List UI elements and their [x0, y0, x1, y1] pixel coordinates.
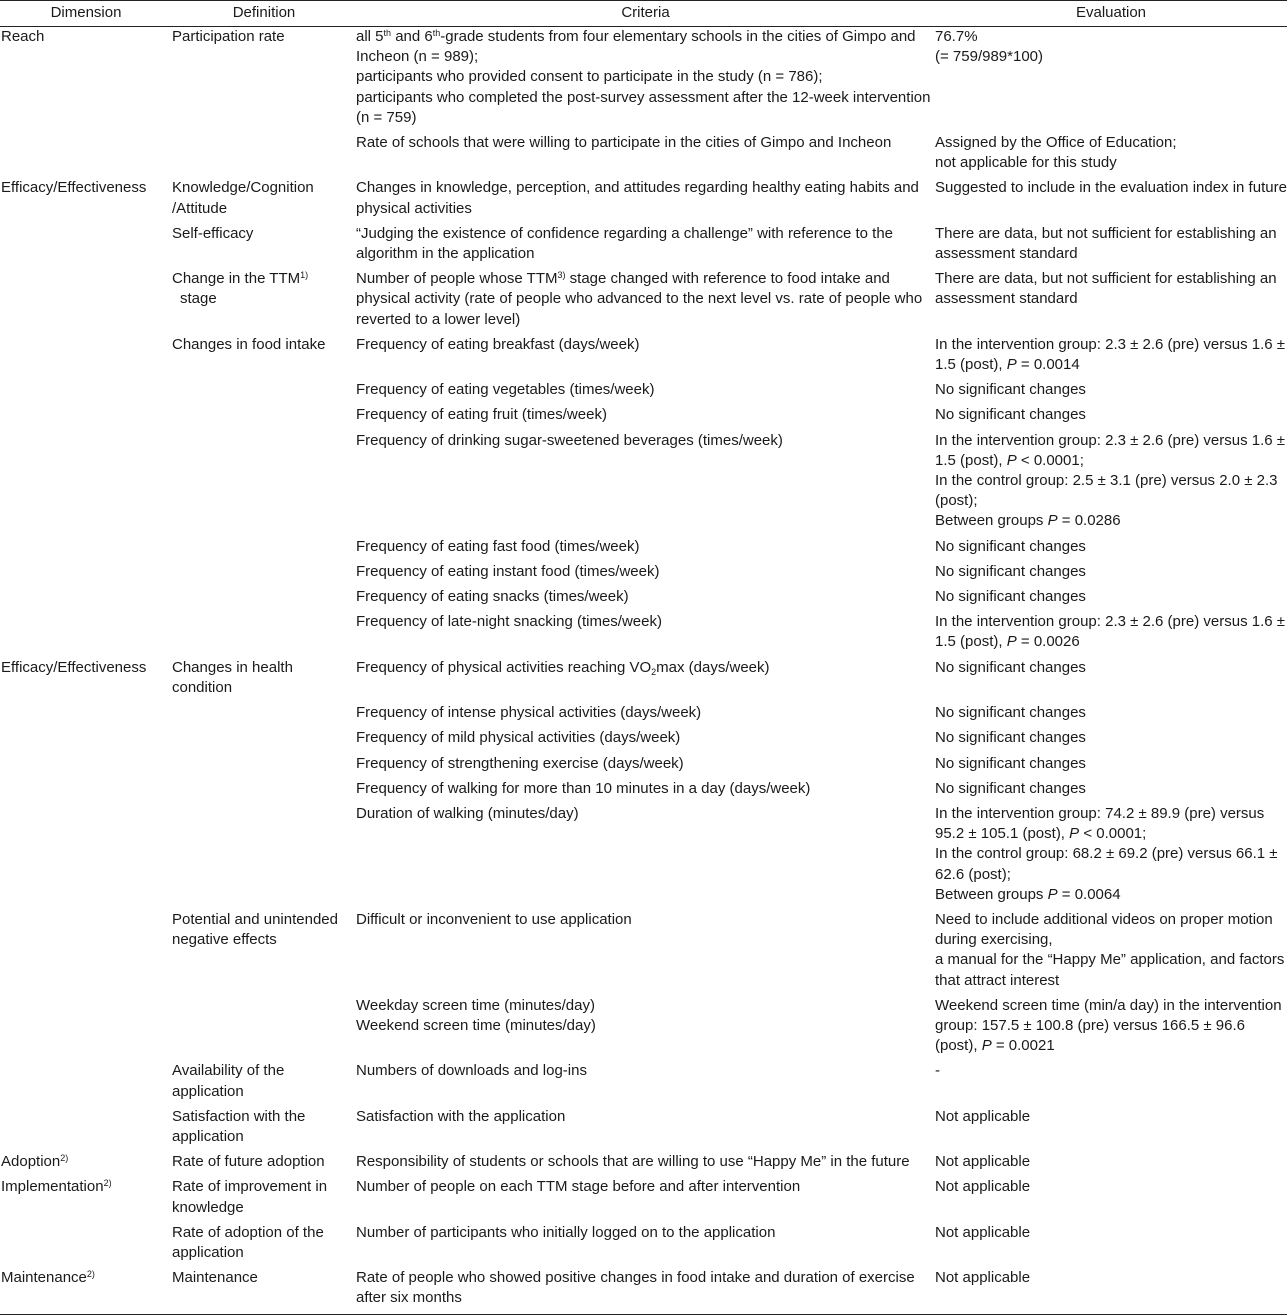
- evaluation-cell: -: [935, 1062, 940, 1080]
- table-row: [0, 224, 1287, 269]
- table-row: [0, 754, 1287, 779]
- evaluation-cell: Not applicable: [935, 1178, 1031, 1196]
- evaluation-cell: In the intervention group: 2.3 ± 2.6 (pre) versus 1.6 ± 1.5 (post), P = 0.0026: [935, 613, 1285, 651]
- dimension-cell: Reach: [1, 28, 45, 45]
- criteria-cell: Frequency of late-night snacking (times/week): [356, 613, 662, 631]
- definition-cell: Satisfaction with the application: [172, 1107, 306, 1145]
- table-row: [0, 1223, 1287, 1268]
- table-row: [0, 779, 1287, 804]
- header-definition: Definition: [172, 1, 356, 27]
- evaluation-cell: Weekend screen time (min/a day) in the intervention group: 157.5 ± 100.8 (pre) versus 166.5 ± 96.6 (post), P = 0.0021: [935, 996, 1282, 1055]
- header-evaluation: Evaluation: [935, 1, 1287, 27]
- criteria-cell: Rate of people who showed positive changes in food intake and duration of exercise after six months: [356, 1268, 935, 1314]
- evaluation-cell: Not applicable: [935, 1268, 1287, 1314]
- table-row: [0, 380, 1287, 405]
- evaluation-cell: No significant changes: [935, 406, 1086, 424]
- definition-cell: Participation rate: [172, 28, 285, 45]
- criteria-cell: Difficult or inconvenient to use application: [356, 910, 632, 928]
- evaluation-cell: No significant changes: [935, 729, 1086, 747]
- criteria-cell: Frequency of physical activities reaching $VO_2\max$ (days/week): [356, 658, 770, 677]
- evaluation-cell: Need to include additional videos on proper motion during exercising, a manual for the “Happy Me” application, and factors that attract interest: [935, 910, 1285, 989]
- header-row: [0, 1, 1287, 27]
- definition-cell: Change in the TTM$^{1)}$ stage: [172, 270, 309, 308]
- table-row: [0, 178, 1287, 223]
- evaluation-cell: No significant changes: [935, 537, 1086, 555]
- table-row: [0, 1107, 1287, 1152]
- dimension-cell: Maintenance$^{2)}$: [0, 1268, 172, 1314]
- criteria-cell: Frequency of eating vegetables (times/week): [356, 381, 655, 399]
- definition-cell: Knowledge/Cognition /Attitude: [172, 179, 314, 217]
- evaluation-cell: No significant changes: [935, 704, 1086, 722]
- definition-cell: Maintenance: [172, 1268, 356, 1314]
- criteria-cell: Satisfaction with the application: [356, 1107, 566, 1125]
- criteria-cell: Frequency of strengthening exercise (days/week): [356, 754, 684, 772]
- criteria-cell: Numbers of downloads and log-ins: [356, 1062, 587, 1080]
- criteria-cell: Frequency of mild physical activities (days/week): [356, 729, 681, 747]
- dimension-cell: Efficacy/Effectiveness: [1, 179, 147, 197]
- evaluation-cell: No significant changes: [935, 658, 1086, 676]
- table-row: [0, 658, 1287, 703]
- definition-cell: Changes in health condition: [172, 658, 293, 696]
- criteria-cell: Frequency of eating breakfast (days/week): [356, 335, 640, 353]
- evaluation-cell: In the intervention group: 2.3 ± 2.6 (pre) versus 1.6 ± 1.5 (post), P < 0.0001; In the control group: 2.5 ± 3.1 (pre) versus 2.0 ± 2.3 (post); Between groups P = 0.0286: [935, 431, 1285, 530]
- table-row: [0, 612, 1287, 657]
- table-row: [0, 335, 1287, 380]
- table-row: [0, 587, 1287, 612]
- criteria-cell: Frequency of eating fruit (times/week): [356, 406, 607, 424]
- criteria-cell: Frequency of eating fast food (times/week): [356, 537, 640, 555]
- evaluation-cell: There are data, but not sufficient for establishing an assessment standard: [935, 270, 1277, 308]
- evaluation-cell: No significant changes: [935, 381, 1086, 399]
- definition-cell: Potential and unintended negative effects: [172, 910, 338, 949]
- evaluation-cell: Not applicable: [935, 1223, 1031, 1241]
- table-row: [0, 405, 1287, 430]
- header-dimension: Dimension: [0, 1, 172, 27]
- dimension-cell: Implementation$^{2)}$: [1, 1178, 112, 1196]
- criteria-cell: Number of people on each TTM stage before and after intervention: [356, 1178, 801, 1196]
- table-row: [0, 996, 1287, 1062]
- table-row: [0, 910, 1287, 996]
- criteria-cell: Frequency of eating snacks (times/week): [356, 588, 629, 606]
- table-row: [0, 1152, 1287, 1177]
- criteria-cell: Responsibility of students or schools that are willing to use “Happy Me” in the future: [356, 1153, 910, 1171]
- table-row: [0, 804, 1287, 910]
- definition-cell: Self-efficacy: [172, 224, 254, 242]
- criteria-cell: Duration of walking (minutes/day): [356, 804, 579, 822]
- dimension-cell: Adoption$^{2)}$: [1, 1153, 69, 1171]
- table-row: [0, 133, 1287, 178]
- table-row: [0, 27, 1287, 134]
- definition-cell: Availability of the application: [172, 1062, 285, 1100]
- definition-cell: Rate of improvement in knowledge: [172, 1178, 328, 1216]
- definition-cell: Rate of adoption of the application: [172, 1223, 324, 1261]
- criteria-cell: Changes in knowledge, perception, and attitudes regarding healthy eating habits and physical activities: [356, 179, 919, 217]
- evaluation-cell: No significant changes: [935, 779, 1086, 797]
- evaluation-cell: In the intervention group: 2.3 ± 2.6 (pre) versus 1.6 ± 1.5 (post), P = 0.0014: [935, 335, 1285, 374]
- criteria-cell: Number of participants who initially logged on to the application: [356, 1223, 776, 1241]
- evaluation-cell: There are data, but not sufficient for establishing an assessment standard: [935, 224, 1277, 263]
- evaluation-cell: No significant changes: [935, 588, 1086, 606]
- dimension-cell: Efficacy/Effectiveness: [1, 658, 147, 676]
- evaluation-cell: Not applicable: [935, 1107, 1031, 1125]
- criteria-cell: “Judging the existence of confidence regarding a challenge” with reference to the algorithm in the application: [356, 224, 894, 263]
- evaluation-cell: No significant changes: [935, 562, 1086, 580]
- table-row: [0, 269, 1287, 335]
- table-row: [0, 728, 1287, 753]
- evaluation-cell: In the intervention group: 74.2 ± 89.9 (pre) versus 95.2 ± 105.1 (post), P < 0.0001; In the control group: 68.2 ± 69.2 (pre) versus 66.1 ± 62.6 (post); Between groups P = 0.0064: [935, 804, 1278, 903]
- table-row: [0, 1061, 1287, 1106]
- criteria-cell: all 5th and 6th-grade students from four elementary schools in the cities of Gimpo and Incheon (n = 989); participants who provided consent to participate in the study (n = 786); participants who completed the post-survey assessment after the 12-week intervention (n = 759): [356, 28, 931, 126]
- criteria-cell: Frequency of eating instant food (times/week): [356, 562, 660, 580]
- evaluation-cell: No significant changes: [935, 754, 1086, 772]
- definition-cell: Rate of future adoption: [172, 1153, 325, 1171]
- table-row: [0, 431, 1287, 537]
- evaluation-cell: Assigned by the Office of Education; not applicable for this study: [935, 134, 1177, 172]
- criteria-cell: Weekday screen time (minutes/day) Weekend screen time (minutes/day): [356, 996, 596, 1034]
- evaluation-cell: Not applicable: [935, 1153, 1031, 1171]
- table-row: [0, 1268, 1287, 1314]
- header-criteria: Criteria: [356, 1, 935, 27]
- table-row: [0, 562, 1287, 587]
- criteria-cell: Rate of schools that were willing to participate in the cities of Gimpo and Incheon: [356, 134, 892, 152]
- table-row: [0, 537, 1287, 562]
- evaluation-cell: Suggested to include in the evaluation index in future: [935, 179, 1287, 197]
- criteria-cell: Frequency of intense physical activities (days/week): [356, 704, 702, 722]
- table-row: [0, 703, 1287, 728]
- evaluation-cell: 76.7% (= 759/989*100): [935, 28, 1044, 66]
- criteria-cell: Number of people whose TTM$^{3)}$ stage changed with reference to food intake and physical activity (rate of people who advanced to the next level vs. rate of people who reverted to a lower level): [356, 270, 923, 328]
- table-row: [0, 1177, 1287, 1222]
- criteria-cell: Frequency of drinking sugar-sweetened beverages (times/week): [356, 431, 783, 449]
- definition-cell: Changes in food intake: [172, 335, 326, 353]
- criteria-cell: Frequency of walking for more than 10 minutes in a day (days/week): [356, 779, 811, 797]
